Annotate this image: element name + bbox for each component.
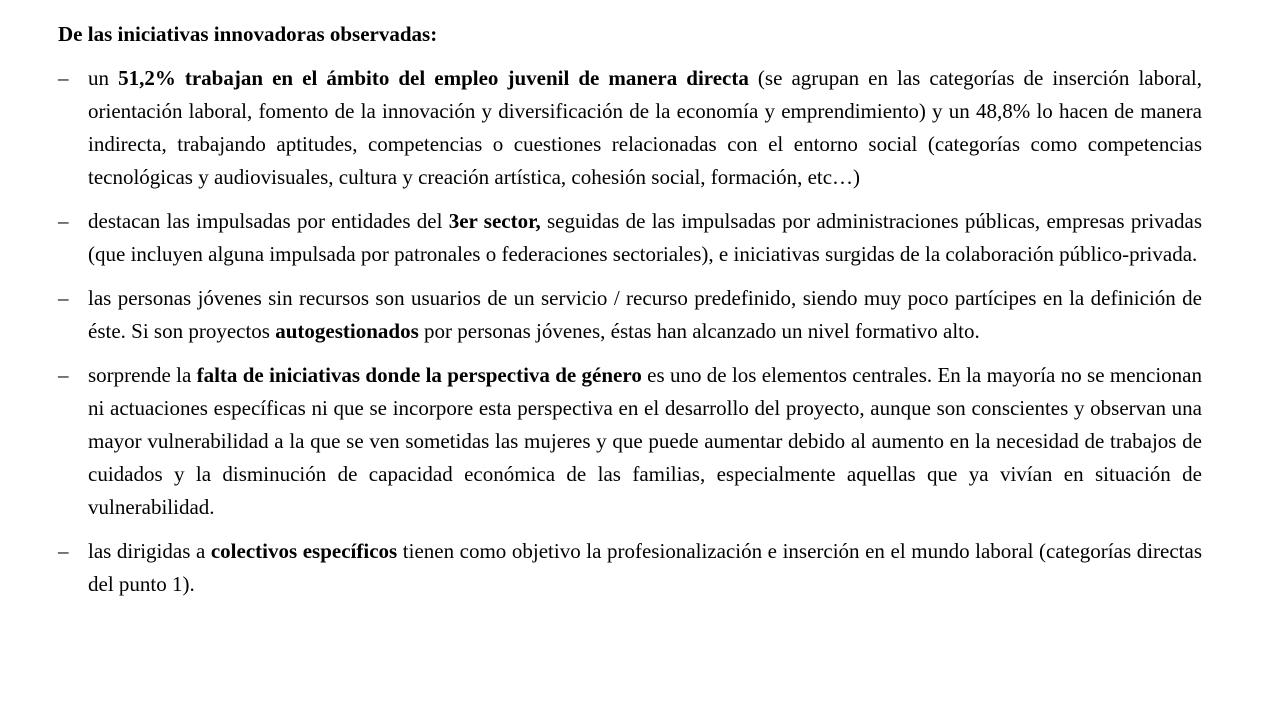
text-run: es uno de los elementos centrales. En la mayoría no se mencionan ni actuaciones específicas ni que se incorpore esta perspectiva en el desarrollo del proyecto, aunque son conscientes y observan una mayor vulnerabilidad a la que se ven sometidas las mujeres y que puede aumentar debido al aumento en la necesidad de trabajos de cuidados y la disminución de capacidad económica de las familias, especialmente aquellas que ya vivían en situación de vulnerabilidad. bbox=[88, 363, 1202, 519]
bullet-dash: – bbox=[58, 539, 69, 563]
text-run: las dirigidas a bbox=[88, 539, 211, 563]
list-item-text bbox=[88, 359, 1202, 524]
text-run: las personas jóvenes sin recursos son usuarios de un servicio / recurso predefinido, siendo muy poco partícipes en la definición de éste. Si son proyectos bbox=[88, 286, 1202, 343]
list-item bbox=[58, 62, 1202, 194]
text-run: (se agrupan en las categorías de inserción laboral, orientación laboral, fomento de la innovación y diversificación de la economía y emprendimiento) y un 48,8% lo hacen de manera indirecta, trabajando aptitudes, competencias o cuestiones relacionadas con el entorno social (categorías como competencias tecnológicas y audiovisuales, cultura y creación artística, cohesión social, formación, etc…) bbox=[88, 66, 1202, 189]
list-item bbox=[58, 282, 1202, 348]
bullet-dash: – bbox=[58, 363, 69, 387]
bullet-dash: – bbox=[58, 286, 69, 310]
bold-text-run: falta de iniciativas donde la perspectiva de género bbox=[196, 363, 642, 387]
section-heading: De las iniciativas innovadoras observadas: bbox=[58, 22, 438, 46]
bold-text-run: 3er sector, bbox=[448, 209, 541, 233]
text-run: seguidas de las impulsadas por administraciones públicas, empresas privadas (que incluyen alguna impulsada por patronales o federaciones sectoriales), e iniciativas surgidas de la colaboración público-privada. bbox=[88, 209, 1202, 266]
bold-text-run: autogestionados bbox=[275, 319, 419, 343]
bold-text-run: colectivos específicos bbox=[210, 539, 398, 563]
text-run: tienen como objetivo la profesionalización e inserción en el mundo laboral (categorías directas del punto 1). bbox=[88, 539, 1202, 596]
list-item bbox=[58, 205, 1202, 271]
list-item bbox=[58, 535, 1202, 601]
document-body bbox=[58, 18, 1202, 612]
list-item-text bbox=[88, 62, 1202, 194]
list-item-text bbox=[88, 535, 1202, 601]
bold-text-run: 51,2% trabajan en el ámbito del empleo juvenil de manera directa bbox=[118, 66, 749, 90]
findings-list bbox=[58, 62, 1202, 601]
text-run: destacan las impulsadas por entidades del bbox=[88, 209, 449, 233]
text-run: un bbox=[88, 66, 119, 90]
bullet-dash: – bbox=[58, 66, 69, 90]
text-run: por personas jóvenes, éstas han alcanzado un nivel formativo alto. bbox=[418, 319, 980, 343]
bullet-dash: – bbox=[58, 209, 69, 233]
text-run: sorprende la bbox=[88, 363, 197, 387]
list-item bbox=[58, 359, 1202, 524]
list-item-text bbox=[88, 282, 1202, 348]
list-item-text bbox=[88, 205, 1202, 271]
